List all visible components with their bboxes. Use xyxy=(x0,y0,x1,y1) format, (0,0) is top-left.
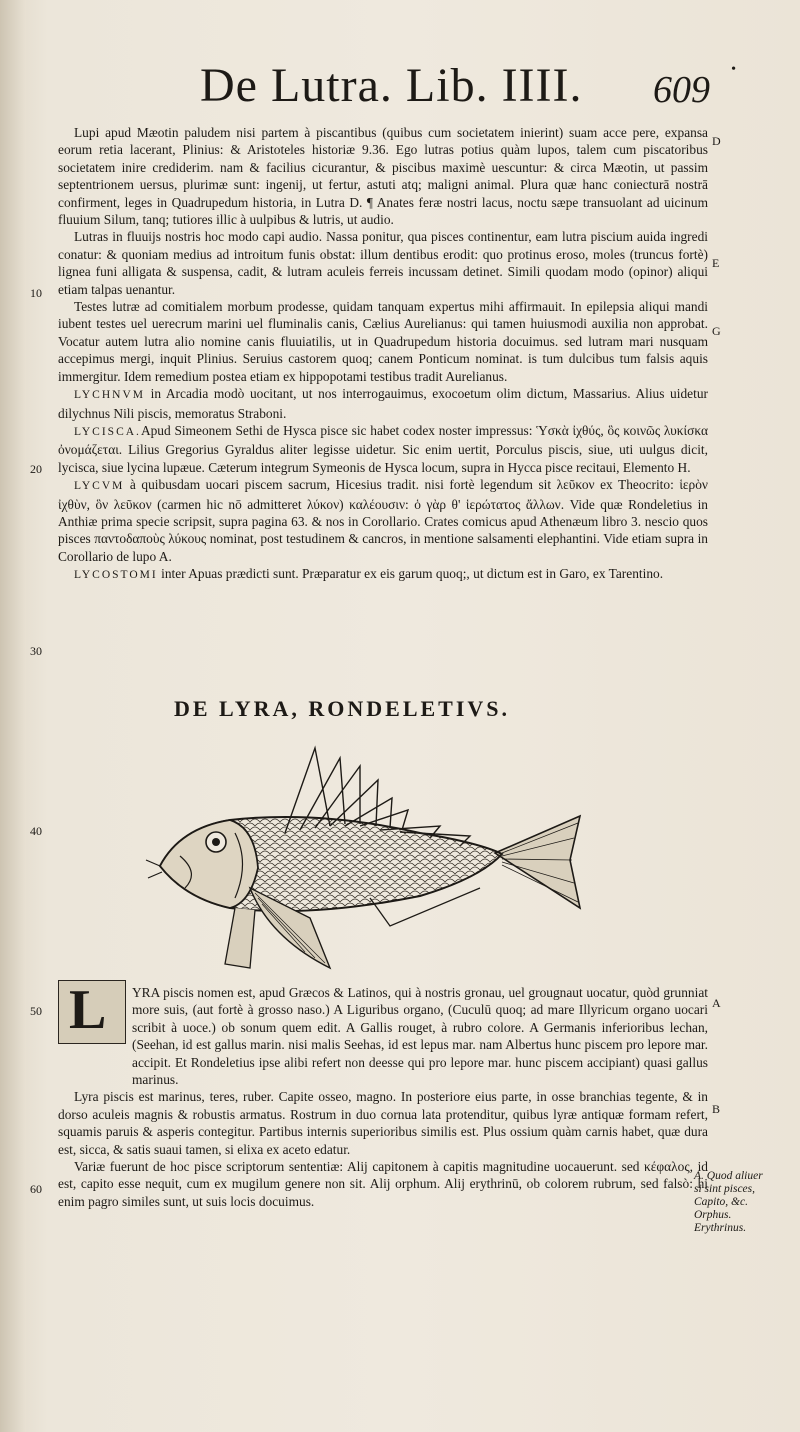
corner-mark: • xyxy=(731,62,736,77)
lyra-paragraph-1: YRA piscis nomen est, apud Græcos & Latinos, qui à nostris gronau, uel grougnaut uocatur, quòd grunniat more suis, (aut fortè à grosso naso.) A Liguribus organo, (Cuculū quoq; ad mare Illyricum organo uocari scribit à uoce.) ob sonum quem edit. A Gallis rouget, à rubro colore. A Germanis inferioribus lechan, (Seehan, id est gallus marin. nisi malis Seehas, id est lepus mar. nam Albertus hunc piscem pro lepore mar. accipit. Et Rondeletius ipse alibi refert non deesse qui pro lepore mar. hunc piscem accipiant) quasi gallus marinus. xyxy=(132,985,708,1088)
lychnus-heading: LYCHNVM xyxy=(74,389,145,402)
marginal-note xyxy=(694,1170,794,1235)
lycostomi-text: inter Apuas prædicti sunt. Præparatur ex eis garum quoq;, ut dictum est in Garo, ex Tarentino. xyxy=(161,566,664,582)
marginal-note-line-2: si sint pisces, xyxy=(694,1183,756,1195)
marginal-note-line-4: Orphus. xyxy=(694,1209,732,1221)
marginal-note-line-3: Capito, &c. xyxy=(694,1196,748,1208)
lyra-text-block xyxy=(58,984,708,1210)
lutra-text-block xyxy=(58,124,708,585)
lycostomi-heading: LYCOSTOMI xyxy=(74,569,158,582)
margin-letter-E: E xyxy=(712,256,720,270)
margin-letter-D: D xyxy=(712,134,721,148)
lycus-heading: LYCVM xyxy=(74,480,125,493)
margin-number-30: 30 xyxy=(30,644,42,658)
lycisca-entry xyxy=(58,422,708,476)
lychnus-entry xyxy=(58,385,708,422)
section-title: DE LYRA, RONDELETIVS. xyxy=(174,696,511,721)
gutter-shadow xyxy=(0,0,26,1432)
lycus-text: à quibusdam uocari piscem sacrum, Hicesius tradit. nisi fortè legendum sit λεῦκον ex Theocrito: ἱερὸν ἰχθὺν, ὃν λεῦκον (carmen hic nō admitteret λύκον) καλέουσιν: ὁ γὰρ θ' ἱερώτατος ἄλλων. Vide quæ Rondeletius in Anthiæ prima specie scripsit, supra pagina 63. & nos in Corollario. Crates comicus apud Athenæum libro 3. nescio quos pisces παντοδαποὺς λύκους nominat, post testudinem & cancros, in mentione salsamenti elephantini. Vide etiam supra in Corollario de lupo A. xyxy=(58,477,708,564)
lyra-paragraph-2: Lyra piscis est marinus, teres, ruber. Capite osseo, magno. In posteriore eius parte, in osse branchias tegente, & in dorso aculeis magnis & robustis armatus. Rostrum in duo cornua lata protenditur, quibus lyræ antiquæ formam refert, squamis paruis & asperis contegitur. Partibus internis superioribus similis est. Plus ossium quàm carnis habet, quæ dura est, sicca, & satis suaui tamen, si elixa ex aceto edatur. xyxy=(58,1089,708,1157)
margin-number-50: 50 xyxy=(30,1004,42,1018)
margin-number-40: 40 xyxy=(30,824,42,838)
lychnus-text: in Arcadia modò uocitant, ut nos interrogauimus, exocoetum olim dictum, Massarius. Alius uidetur dilychnus Nili piscis, memoratus Straboni. xyxy=(58,386,708,421)
marginal-note-line-1: A. Quod aliuer xyxy=(694,1170,763,1182)
marginal-note-line-5: Erythrinus. xyxy=(694,1222,747,1234)
lutra-paragraph-2: Lutras in fluuijs nostris hoc modo capi audio. Nassa ponitur, qua pisces continentur, eam lutra piscium auida ingredi conatur: & quoniam medius ad introitum funis obstat: illum dentibus erodit: quo protinus eroso, moles (truncus fortè) lignea funi alligata & suspensa, cadit, & lutram aculeis ferreis incussam detinet. Simili quodam modo (opinor) aliqui etiam talpas uenantur. xyxy=(58,229,708,297)
lycisca-text: Apud Simeonem Sethi de Hysca pisce sic habet codex noster impressus: Ὑσκὰ ἰχθύς, ὃς κοινῶς λυκίσκα ὀνομάζεται. Lilius Gregorius Gyraldus aliter legisse uidetur. Sic enim uertit, Porculus piscis, siue, uti uulgus dicit, lycisca, siue lycina lupæue. Cæterum integrum Symeonis de Hysca locum, supra in Hycca pisce recitaui, Elemento H. xyxy=(58,422,708,475)
running-head xyxy=(200,58,720,118)
lycus-entry xyxy=(58,476,708,565)
lutra-paragraph-3: Testes lutræ ad comitialem morbum prodesse, quidam tanquam expertus mihi affirmauit. In epilepsia aliqui mandi iubent testes uel uerecrum marini uel fluminalis canis, Cælius Aurelianus: qui tamen huiusmodi auxilia non approbat. Vocatur autem lutra alio nomine canis fluuiatilis, ut in Quadrupedum historia docuimus. sed lutram mari nusquam accepimus mergi, inquit Plinius. Seruius castorem quoq; canem Ponticum nominat. is tum dulcibus tum falsis aquis immergitur. Idem remedium postea etiam ex hippopotami testibus tradit Aurelianus. xyxy=(58,299,708,384)
lutra-paragraph-1: Lupi apud Mæotin paludem nisi partem à piscantibus (quibus cum societatem inierint) suam acce pere, expansa eorum retia lacerant, Plinius: & Aristoteles historiæ 9.36. Ego lutras potius quàm lupos, talem cum piscatoribus societatem inire crediderim. nam & facilius cicurantur, & piscibus maximè uescuntur: & circa Mæotin, ut passim septentrionem uersus, plurimæ sunt: ingenij, ut fertur, astuti atq; maligni animal. Plura quæ hanc coniecturā nostrā confirment, leges in Quadrupedum historia, in Lutra D. ¶ Anates feræ nostri lacus, noctu sæpe transuolant ad uicinum fluuium Silum, tanq; tutiores illic à uulpibus & lutris, ut audio. xyxy=(58,125,708,228)
page-number: 609 xyxy=(653,69,710,111)
running-title: De Lutra. Lib. IIII. xyxy=(200,59,583,112)
initial-letter: L xyxy=(69,979,107,1041)
margin-letter-A: A xyxy=(712,996,721,1010)
lycostomi-entry xyxy=(58,565,708,584)
margin-letter-B: B xyxy=(712,1102,721,1116)
lycisca-heading: LYCISCA. xyxy=(74,425,141,438)
margin-number-60: 60 xyxy=(30,1182,42,1196)
lyra-fish-woodcut-icon xyxy=(140,738,590,978)
margin-number-20: 20 xyxy=(30,462,42,476)
lyra-paragraph-3: Variæ fuerunt de hoc pisce scriptorum sententiæ: Alij capitonem à capitis magnitudine uocauerunt. sed κέφαλος, id est, capito esse nequit, cum ex mugilum genere non sit. Alij orphum. Alij erythrinū, ob colorem rubrum, sed falsò: hi enim pagro similes sunt, ut suis locis docuimus. xyxy=(58,1159,708,1209)
margin-number-10: 10 xyxy=(30,286,42,300)
margin-letter-G: G xyxy=(712,324,721,338)
